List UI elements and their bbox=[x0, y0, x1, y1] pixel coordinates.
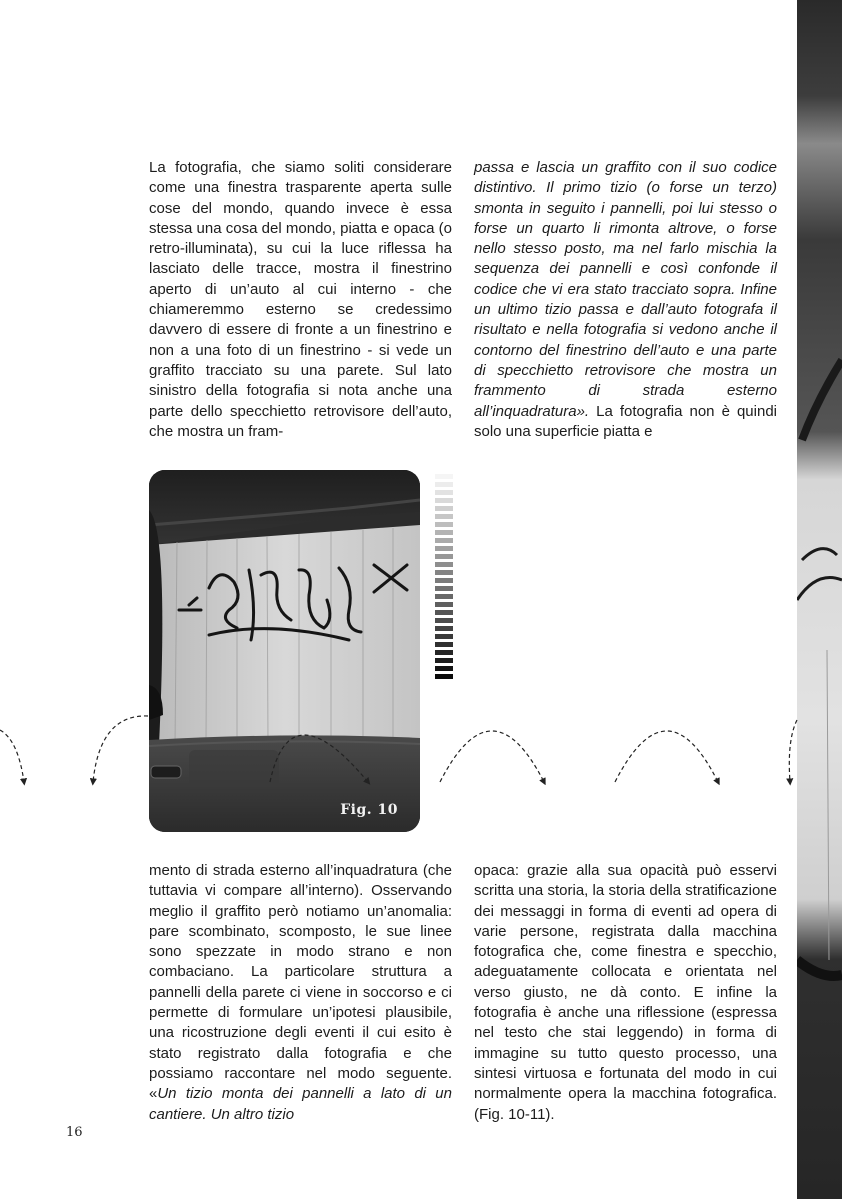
arc-arrow bbox=[270, 735, 368, 782]
text-column-2 bbox=[474, 158, 777, 442]
grey-swatch bbox=[435, 642, 453, 647]
dashed-arc-arrows bbox=[0, 700, 842, 790]
grey-swatch bbox=[435, 498, 453, 503]
grey-swatch bbox=[435, 666, 453, 671]
grey-swatch bbox=[435, 506, 453, 511]
grey-swatch bbox=[435, 626, 453, 631]
text-column-3 bbox=[149, 861, 452, 1125]
arc-arrow bbox=[789, 720, 797, 782]
body-paragraph bbox=[474, 158, 777, 442]
grey-swatch bbox=[435, 514, 453, 519]
italic-quote: passa e lascia un graffito con il suo codice distintivo. Il primo tizio (o forse un terzo) smonta in seguito i pannelli, poi lui stesso o forse un quarto li rimonta altrove, o forse nello stesso posto, ma nel farlo mischia la sequenza dei pannelli e così confonde il codice che vi era stato tracciato sopra. Infine un ultimo tizio passa e dall’auto fotografa il risultato e nella fotografia si vedono anche il contorno del finestrino dell’auto e una parte di specchietto retrovisore che mostra un frammento di strada esterno all’inquadratura». bbox=[474, 159, 777, 420]
grey-swatch bbox=[435, 602, 453, 607]
body-text: mento di strada esterno all’inquadratura (che tuttavia vi compare all’interno). Osservando meglio il graffito però notiamo un’anomalia: pare scombinato, scomposto, le sue linee sono spezzate in modo strano e non combaciano. La particolare struttura a pannelli della parete ci viene in soccorso e ci permette di formulare un’ipotesi plausibile, una ricostruzione degli eventi il cui esito è stato registrato dalla fotografia e che possiamo raccontare nel modo seguente. « bbox=[149, 862, 452, 1103]
italic-quote: Un tizio monta dei pannelli a lato di un cantiere. Un altro tizio bbox=[149, 1085, 452, 1123]
grey-swatch bbox=[435, 562, 453, 567]
grey-swatch bbox=[435, 674, 453, 679]
grey-swatch bbox=[435, 578, 453, 583]
grey-swatch bbox=[435, 490, 453, 495]
grey-swatch bbox=[435, 546, 453, 551]
body-paragraph: opaca: grazie alla sua opacità può esservi scritta una storia, la storia della stratificazione dei messaggi in forma di eventi ad opera di varie persone, registrata dalla macchina fotografica che, come finestra e specchio, adeguatamente collocata e orientata nel verso giusto, ne dà conto. E infine la fotografia è anche una riflessione (espressa nel testo che stai leggendo) in forma di immagine su tutto questo processo, una sintesi virtuosa e fortunata del modo in cui normalmente opera la macchina fotografica. (Fig. 10-11). bbox=[474, 862, 777, 1123]
arc-arrow bbox=[440, 731, 544, 782]
grey-swatch bbox=[435, 618, 453, 623]
grey-swatch bbox=[435, 474, 453, 479]
grey-swatch bbox=[435, 586, 453, 591]
page-number: 16 bbox=[66, 1125, 83, 1140]
arc-arrow bbox=[93, 716, 148, 782]
side-photo-strip bbox=[797, 0, 842, 1199]
grey-swatch bbox=[435, 570, 453, 575]
grey-swatch bbox=[435, 538, 453, 543]
text-column-4 bbox=[474, 861, 777, 1125]
body-paragraph: La fotografia, che siamo soliti considerare come una finestra trasparente aperta sulle cose del mondo, quando invece è essa stessa una cosa del mondo, piatta e opaca (o retro-illuminata), su cui la luce riflessa ha lasciato delle tracce, mostra il finestrino aperto di un’auto al cui interno - che chiameremmo esterno se credessimo davvero di essere di fronte a un finestrino e non a una foto di un finestrino - si vede un graffito tracciato su una parete. Sul lato sinistro della fotografia si nota anche una parte dello specchietto retrovisore dell’auto, che mostra un fram- bbox=[149, 159, 452, 440]
figure-label: Fig. 10 bbox=[340, 802, 398, 818]
grey-swatch bbox=[435, 482, 453, 487]
grey-swatch bbox=[435, 522, 453, 527]
grey-swatch bbox=[435, 594, 453, 599]
grey-scale-bar bbox=[435, 474, 453, 682]
text-column-1 bbox=[149, 158, 452, 442]
arc-arrow bbox=[615, 731, 718, 782]
body-paragraph bbox=[149, 861, 452, 1125]
grey-swatch bbox=[435, 634, 453, 639]
grey-swatch bbox=[435, 554, 453, 559]
body-text: La fotografia non è quindi solo una superficie piatta e bbox=[474, 402, 777, 440]
grey-swatch bbox=[435, 650, 453, 655]
grey-swatch bbox=[435, 530, 453, 535]
grey-swatch bbox=[435, 658, 453, 663]
grey-swatch bbox=[435, 610, 453, 615]
arc-arrow bbox=[0, 730, 24, 782]
